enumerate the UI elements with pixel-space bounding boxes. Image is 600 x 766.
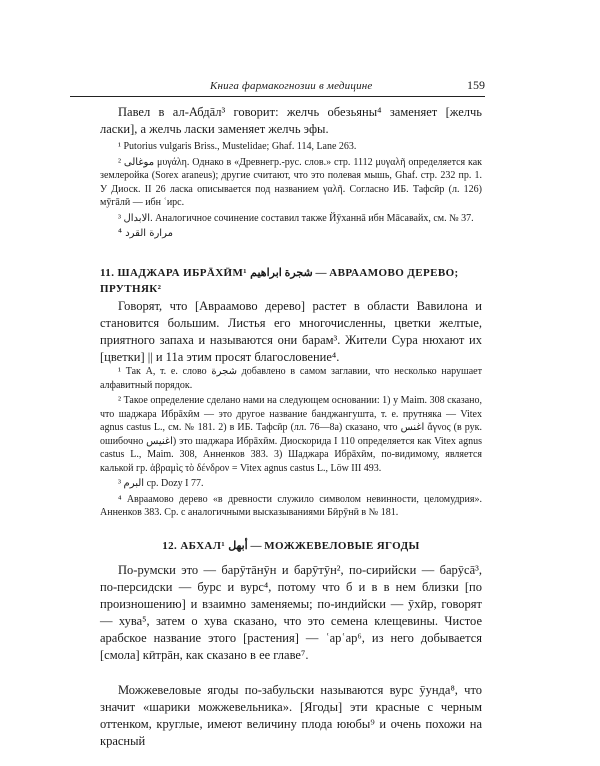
footnote: ¹ Putorius vulgaris Briss., Mustelidae; Ghaf. 114, Lane 263. [118, 141, 357, 152]
footnote: ² موغالى μυγάλη. Однако в «Древнегр.-рус. слов.» стр. 1112 μυγαλῆ определяется как землеройка (Sorex araneus); другие считают, что это полевая мышь, Ghaf. стр. 232 пр. 1. У Диоск. II 26 ласка описывается под названием γαλῆ. Согласно ИБ. Тафсӣр (л. 126) мӯгāлӣ — ибн ʿирс. [100, 156, 483, 208]
running-header [70, 80, 485, 97]
section-11-heading: 11. ШАДЖАРА ИБРĀХӢМ¹ شجرة ابراهيم — АВРААМОВО ДЕРЕВО; ПРУТНЯК² [100, 267, 459, 295]
footnote: ³ الابدال. Аналогичное сочинение составил также Йӯханнā ибн Мāсавайх, см. № 37. [118, 212, 474, 224]
section-11-paragraph: Говорят, что [Авраамово дерево] растет в области Вавилона и становится большим. Листья его многочисленны, цветки желтые, приятного запаха и называются они барам³. Жители Сура нюхают их [цветки] || и 11а этим просят благословение⁴. [100, 299, 482, 364]
section-11-footnotes [100, 365, 482, 520]
footnote: ¹ Так А, т. е. слово شجرة добавлено в самом заглавии, что несколько нарушает алфавитный порядок. [100, 366, 482, 391]
footnotes-top [100, 140, 482, 241]
section-12-paragraph-1: По-румски это — барӯтāнӯн и барӯтӯн², по-сирийски — барӯсā³, по-персидски — бурс и вурс⁴, потому что б и в в нем близки [по произношению] и взаимно заменяемы; по-индийски — ӯхӣр, говорят — хува⁵, затем о хува сказано, что это семена клещевины. Чистое арабское название этого [растения] — ʿарʿар⁶, из него добывается [смола] кӣтрāн, как сказано в ее главе⁷. [100, 563, 482, 662]
footnote: ⁴ Авраамово дерево «в древности служило символом невинности, целомудрия». Анненков 383. Ср. с аналогичными высказываниями Бӣрӯнӣ в № 181. [100, 493, 482, 518]
section-12-heading: 12. АБХАЛ¹ أبهل — МОЖЖЕВЕЛОВЫЕ ЯГОДЫ [162, 540, 420, 552]
page-number: 159 [467, 78, 485, 92]
top-paragraph: Павел в ал-Абдāл³ говорит: желчь обезьяны⁴ заменяет [желчь ласки], а желчь ласки заменяет желчь эфы. [100, 105, 482, 136]
footnote: ³ البرم ср. Dozy I 77. [118, 478, 204, 489]
running-title: Книга фармакогнозии в медицине [210, 80, 373, 92]
section-12-paragraph-2: Можжевеловые ягоды по-забульски называются вурс ӯунда⁸, что значит «шарики можжевельника». [Ягоды] эти красные с черным оттенком, круглые, имеют величину плода ююбы⁹ и очень похожи на красный [100, 683, 482, 748]
footnote: ² Такое определение сделано нами на следующем основании: 1) у Maim. 308 сказано, что шаджара Ибрāхӣм — это другое название банджангушта, т. е. прутняка — Vitex agnus castus L., см. № 181. 2) в ИБ. Тафсӣр (лл. 76—8а) сказано, что اغنس ἄγνος (в рук. ошибочно اغنيس) это шаджара Ибрāхӣм. Диоскорида I 110 определяется как Vitex agnus castus L., Maim. 308, Анненков 383. 3) Шаджара Ибрāхӣм, по-видимому, является калькой гр. ἀβραμὶς τὸ δένδρον = Vitex agnus castus L., Löw III 493. [100, 395, 483, 474]
footnote: ⁴ مرارة القرد [118, 228, 173, 239]
